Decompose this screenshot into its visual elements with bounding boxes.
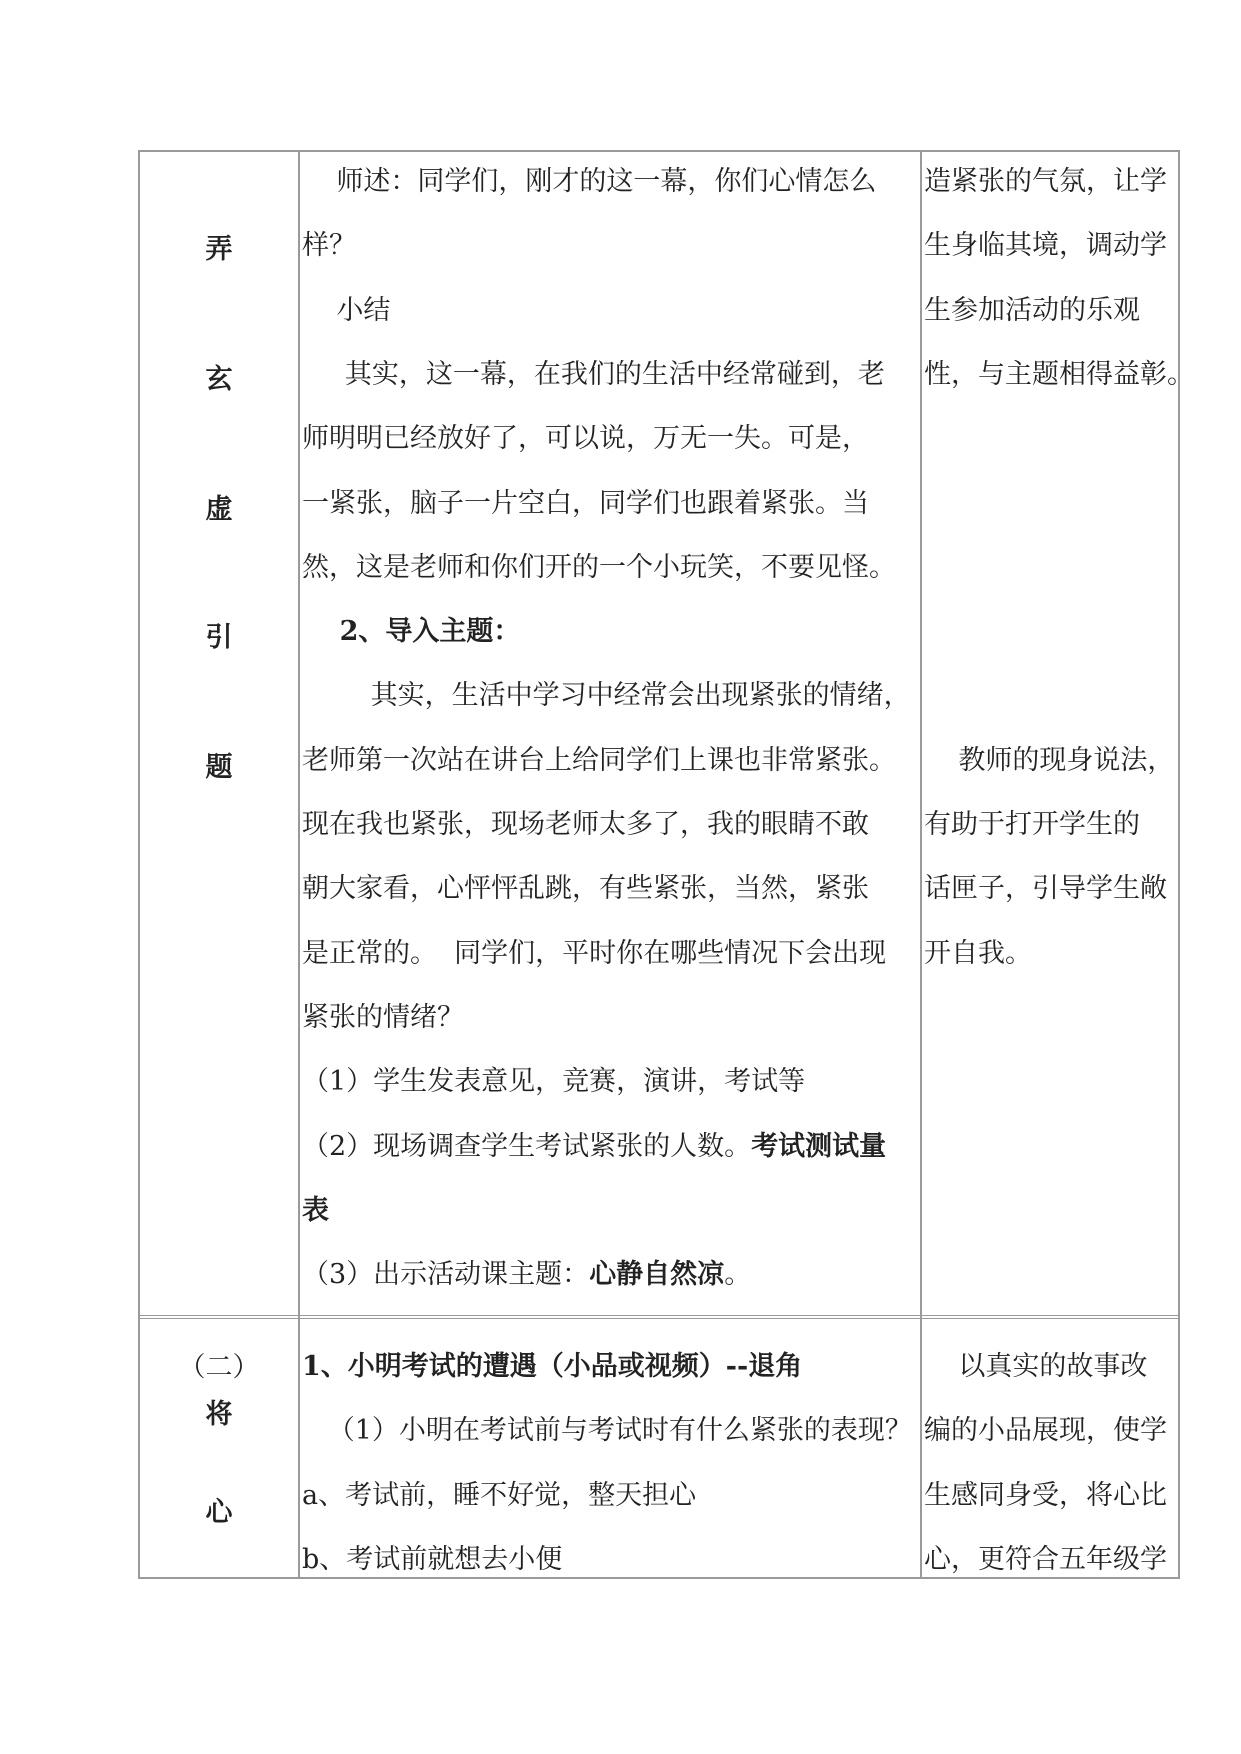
design-note-line: 以真实的故事改 bbox=[924, 1351, 1148, 1382]
activity-text-segment: 表 bbox=[302, 1194, 329, 1226]
design-note-line: 性，与主题相得益彰。 bbox=[924, 358, 1194, 390]
activity-text-segment: 朝大家看，心怦怦乱跳，有些紧张，当然，紧张 bbox=[302, 873, 869, 905]
activity-text-segment: 2、导入主题： bbox=[302, 616, 521, 648]
activity-text-line bbox=[302, 678, 911, 714]
activity-text-segment: （1）小明在考试前与考试时有什么紧张的表现？ bbox=[302, 1415, 912, 1447]
column-divider-2 bbox=[920, 152, 922, 1577]
design-notes-section-1 bbox=[924, 152, 1194, 1315]
activity-text-segment: 现在我也紧张，现场老师太多了，我的眼睛不敢 bbox=[302, 809, 869, 840]
activity-text-segment: b、考试前就想去小便 bbox=[302, 1543, 563, 1575]
design-note-line: 开自我。 bbox=[924, 937, 1032, 969]
activity-text-segment: 师明明已经放好了，可以说，万无一失。可是， bbox=[302, 423, 869, 455]
design-note-line: 生参加活动的乐观 bbox=[924, 294, 1140, 326]
stage-char: 弄 bbox=[205, 234, 233, 265]
activity-text-segment: 小结 bbox=[302, 294, 391, 326]
activity-text-line bbox=[302, 871, 869, 907]
activity-text-line bbox=[302, 293, 390, 329]
design-note-line: 话匣子，引导学生敞 bbox=[924, 873, 1167, 905]
stage-label: （二） bbox=[178, 1352, 260, 1383]
activity-text-line bbox=[302, 228, 356, 264]
activity-text-segment: 1、小明考试的遭遇（小品或视频）--退角 bbox=[302, 1351, 803, 1382]
activity-text-segment: 。 bbox=[724, 1259, 752, 1291]
activity-text-segment: 心静自然凉 bbox=[589, 1259, 725, 1291]
design-note-line: 生感同身受，将心比 bbox=[924, 1479, 1167, 1511]
activity-text-line bbox=[302, 1000, 464, 1036]
activity-text-line bbox=[302, 1064, 805, 1100]
activity-text-segment: 然，这是老师和你们开的一个小玩笑，不要见怪。 bbox=[302, 551, 896, 583]
design-note-line: 造紧张的气氛，让学 bbox=[924, 166, 1167, 197]
activity-text-line bbox=[302, 1257, 751, 1293]
activity-text-line bbox=[302, 421, 869, 457]
stage-column-section-1 bbox=[140, 152, 298, 1315]
activity-text-line bbox=[302, 486, 869, 522]
stage-char: 题 bbox=[205, 752, 233, 783]
activity-content-section-2 bbox=[302, 1319, 918, 1579]
stage-char: 玄 bbox=[205, 364, 233, 395]
activity-text-line bbox=[302, 1193, 329, 1229]
design-note-line: 有助于打开学生的 bbox=[924, 809, 1140, 840]
activity-text-line bbox=[302, 550, 896, 586]
stage-char: 将 bbox=[205, 1399, 233, 1430]
activity-text-line bbox=[302, 1349, 802, 1385]
activity-text-segment: 考试测试量 bbox=[751, 1130, 887, 1162]
column-divider-1 bbox=[298, 152, 300, 1577]
activity-text-segment: 老师第一次站在讲台上给同学们上课也非常紧张。 bbox=[302, 744, 896, 776]
activity-text-line bbox=[302, 1129, 886, 1165]
activity-text-line bbox=[302, 614, 520, 650]
activity-text-line bbox=[302, 1413, 912, 1449]
activity-text-line bbox=[302, 1478, 696, 1514]
design-note-line: 教师的现身说法， bbox=[924, 744, 1175, 776]
activity-text-segment: 其实，这一幕，在我们的生活中经常碰到，老 bbox=[302, 358, 885, 390]
activity-text-segment: 紧张的情绪？ bbox=[302, 1001, 464, 1033]
activity-text-line bbox=[302, 1542, 562, 1578]
design-note-line: 生身临其境，调动学 bbox=[924, 230, 1167, 262]
activity-text-segment: 一紧张，脑子一片空白，同学们也跟着紧张。当 bbox=[302, 487, 869, 519]
design-notes-section-2 bbox=[924, 1319, 1180, 1579]
activity-text-line bbox=[302, 743, 896, 779]
activity-text-segment: （2）现场调查学生考试紧张的人数。 bbox=[302, 1130, 752, 1162]
activity-text-line bbox=[302, 357, 885, 393]
activity-text-segment: 样？ bbox=[302, 230, 356, 262]
stage-char: 引 bbox=[205, 622, 233, 653]
activity-text-segment: a、考试前，睡不好觉，整天担心 bbox=[302, 1479, 697, 1511]
activity-content-section-1 bbox=[302, 152, 918, 1315]
design-note-line: 编的小品展现，使学 bbox=[924, 1415, 1167, 1447]
stage-char: 虚 bbox=[205, 494, 233, 525]
activity-text-segment: （1）学生发表意见，竞赛，演讲，考试等 bbox=[302, 1066, 806, 1098]
activity-text-segment: 师述：同学们，刚才的这一幕，你们心情怎么 bbox=[302, 166, 877, 197]
activity-text-line bbox=[302, 936, 886, 972]
activity-text-line bbox=[302, 807, 869, 843]
activity-text-segment: 其实，生活中学习中经常会出现紧张的情绪， bbox=[302, 680, 911, 712]
activity-text-line bbox=[302, 164, 876, 200]
lesson-plan-table bbox=[138, 150, 1194, 1579]
activity-text-segment: （3）出示活动课主题： bbox=[302, 1259, 590, 1291]
activity-text-segment: 是正常的。 同学们，平时你在哪些情况下会出现 bbox=[302, 937, 887, 969]
stage-column-section-2 bbox=[140, 1319, 298, 1579]
design-note-line: 心，更符合五年级学 bbox=[924, 1543, 1167, 1575]
stage-char: 心 bbox=[205, 1497, 233, 1528]
